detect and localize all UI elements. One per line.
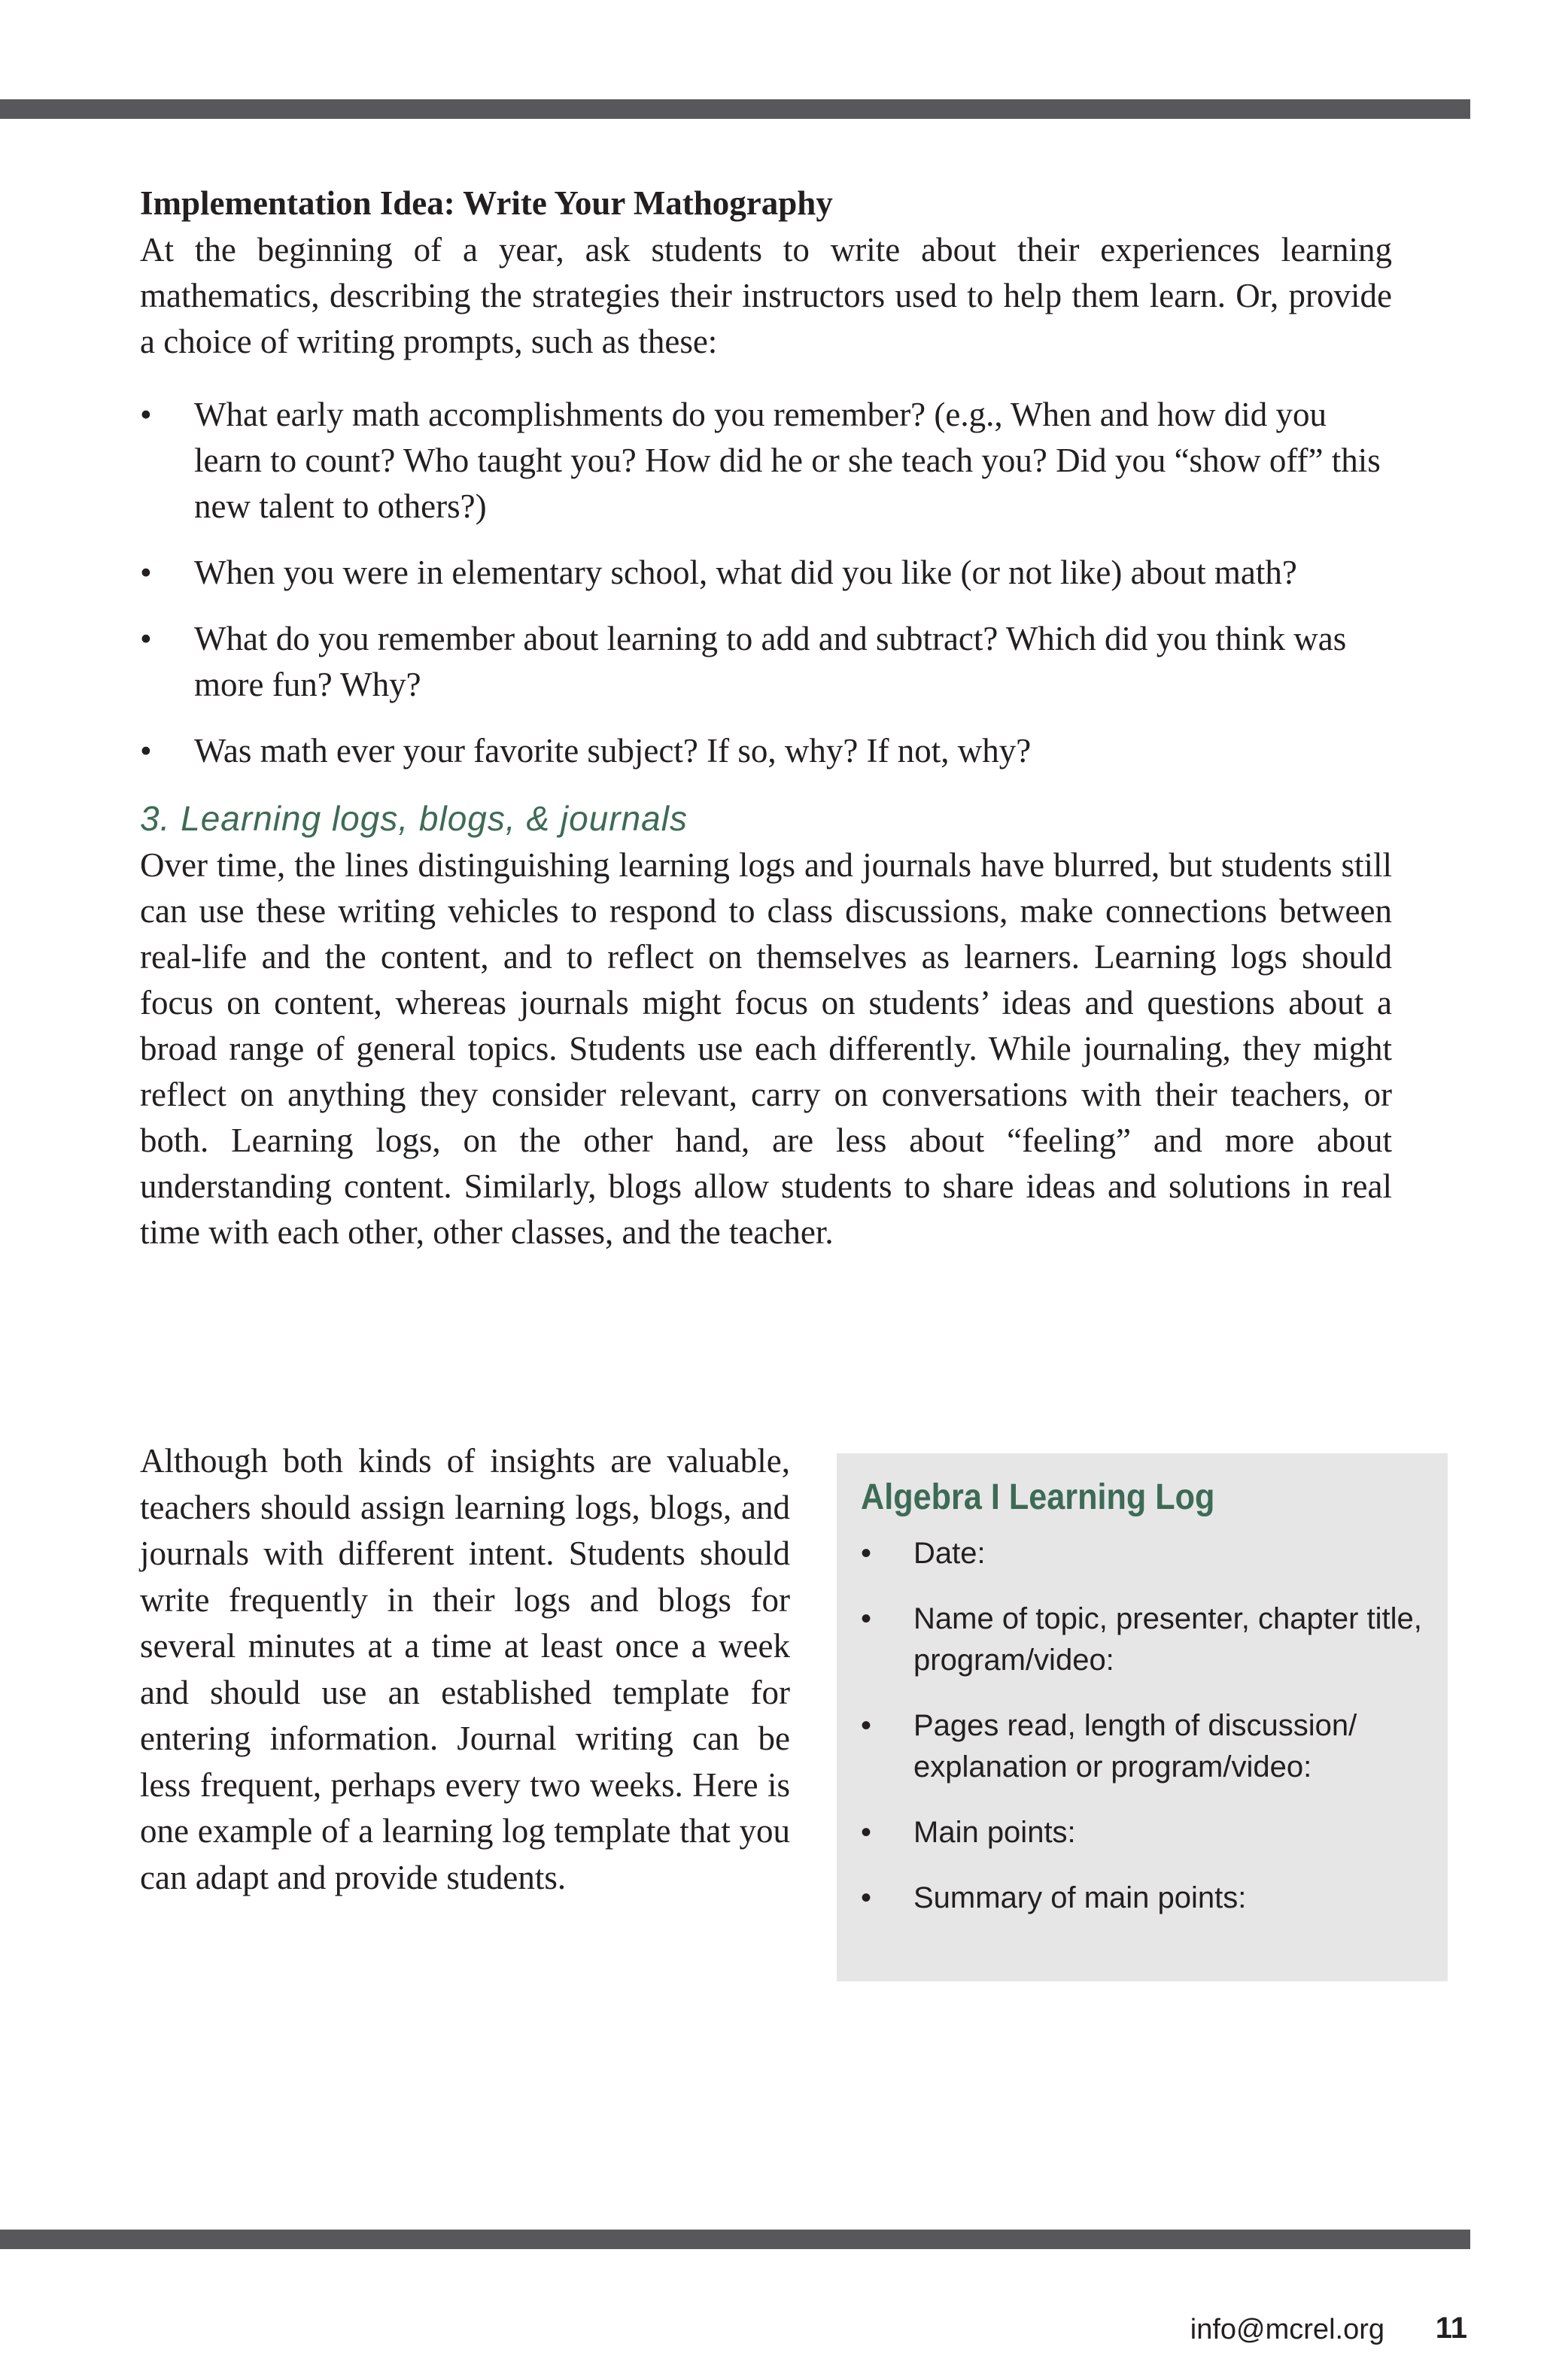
bullet-icon: • [861,1816,872,1849]
list-item [861,1705,1425,1788]
implementation-intro: At the beginning of a year, ask students to write about their experiences learning mathematics, describing the strategies their instructors used to help them learn. Or, provide a choice of writing prompts, such as these: [140,231,1392,360]
list-item [861,1878,1425,1919]
list-item [140,550,1392,596]
log-item-text: Name of topic, presenter, chapter title, program/video: [913,1602,1422,1677]
list-item [861,1598,1425,1681]
bullet-icon: • [140,554,152,591]
list-item [861,1533,1425,1574]
writing-prompts-list [140,392,1392,774]
log-item-text: Main points: [913,1816,1076,1849]
bullet-icon: • [140,396,152,433]
main-content [140,179,1392,1255]
log-item-text: Summary of main points: [913,1881,1247,1914]
prompt-text: What early math accomplishments do you remember? (e.g., When and how did you learn to count? Who taught you? How did he or she teach you? Did you “show off” this new talent to others?) [194,396,1381,525]
side-paragraph: Although both kinds of insights are valuable, teachers should assign learning logs, blogs, and journals with different intent. Students should write frequently in their logs and blogs for several minutes at a time at least once a week and should use an established template for entering information. Journal writing can be less frequent, perhaps every two weeks. Here is one example of a learning log template that you can adapt and provide students. [140,1442,790,1896]
bullet-icon: • [140,732,152,770]
section-title: 3. Learning logs, blogs, & journals [140,799,688,838]
list-item [140,392,1392,530]
prompt-text: When you were in elementary school, what did you like (or not like) about math? [194,554,1297,591]
section-paragraph: Over time, the lines distinguishing learning logs and journals have blurred, but students still can use these writing vehicles to respond to class discussions, make connections between real-life and the content, and to reflect on themselves as learners. Learning logs should focus on content, whereas journals might focus on students’ ideas and questions about a broad range of general topics. Students use each differently. While journaling, they might reflect on anything they consider relevant, carry on conversations with their teachers, or both. Learning logs, on the other hand, are less about “feeling” and more about understanding content. Similarly, blogs allow students to share ideas and solutions in real time with each other, other classes, and the teacher. [140,846,1392,1251]
bullet-icon: • [140,620,152,657]
bottom-rule [0,2230,1470,2249]
prompt-text: Was math ever your favorite subject? If so, why? If not, why? [194,732,1032,770]
learning-log-title: Algebra I Learning Log [861,1477,1215,1517]
log-item-text: Date: [913,1537,986,1570]
learning-log-box [837,1453,1448,1981]
implementation-heading: Implementation Idea: Write Your Mathography [140,184,833,222]
bullet-icon: • [861,1709,872,1742]
footer-email: info@mcrel.org [1190,2314,1384,2345]
list-item [140,728,1392,774]
bullet-icon: • [861,1602,872,1635]
bullet-icon: • [861,1881,872,1914]
page-number: 11 [1435,2312,1467,2345]
bullet-icon: • [861,1537,872,1570]
top-rule [0,99,1470,119]
list-item [140,616,1392,708]
learning-log-list [861,1533,1425,1919]
prompt-text: What do you remember about learning to add and subtract? Which did you think was more fun? Why? [194,620,1347,703]
log-item-text: Pages read, length of discussion/ explanation or program/video: [913,1709,1357,1783]
list-item [861,1812,1425,1853]
